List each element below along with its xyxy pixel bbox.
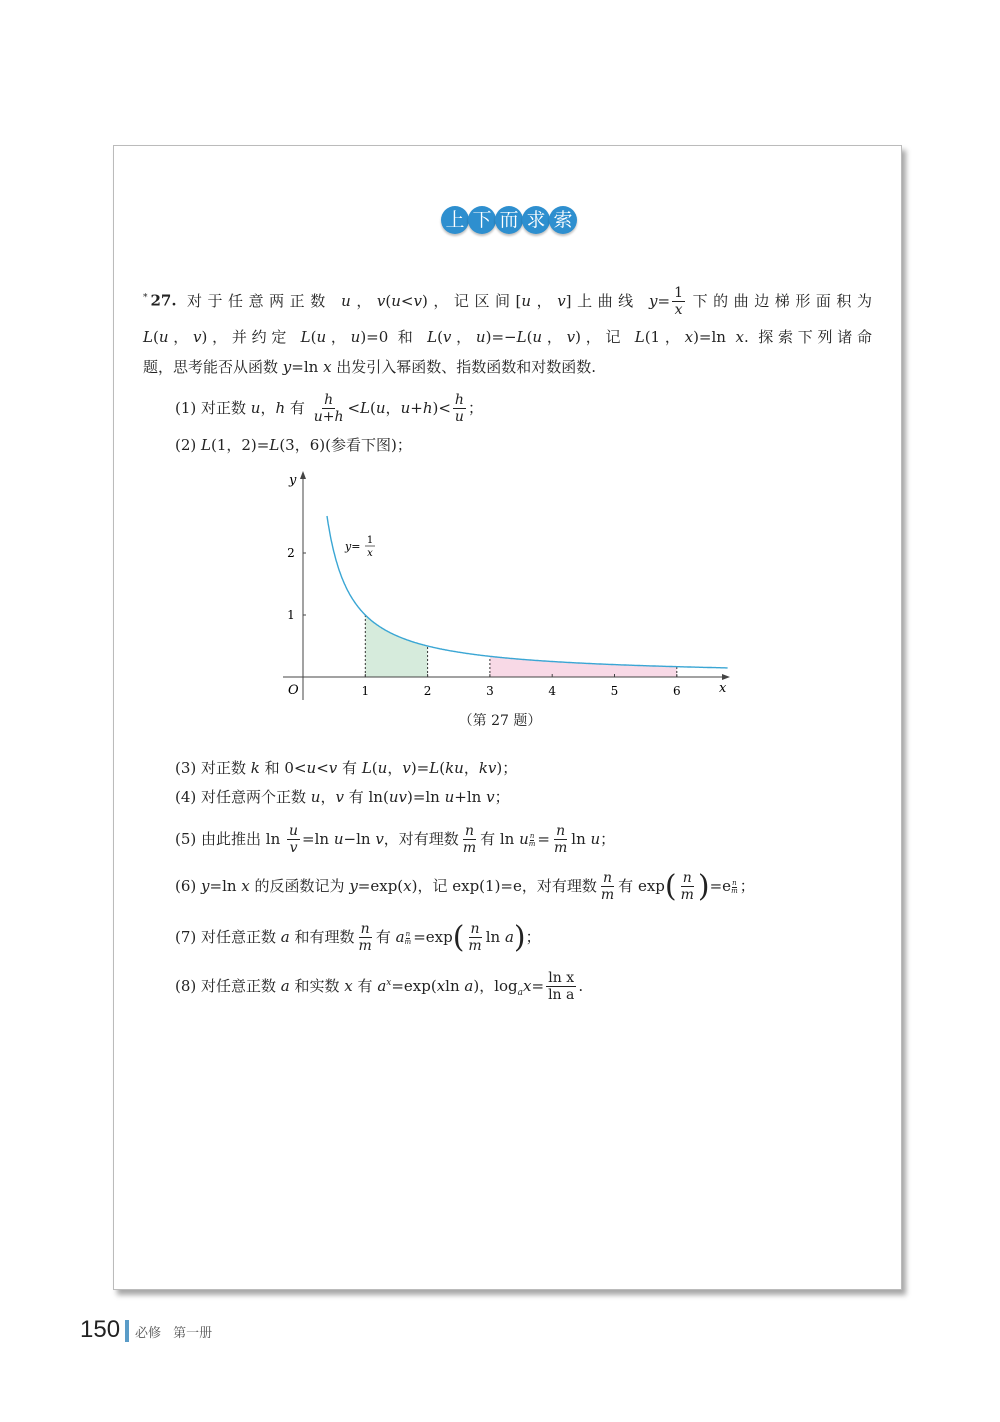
math-variable: u [350, 328, 361, 346]
text-run: ； [739, 876, 755, 895]
fraction [461, 824, 478, 855]
numerator: h [324, 392, 334, 408]
x-tick-label: 4 [548, 684, 557, 698]
banner-char: 而 [495, 206, 523, 234]
math-variable: u [400, 398, 411, 417]
text-run: )，记区间[ [421, 291, 522, 310]
x-axis-arrow-icon [722, 674, 730, 680]
math-variable: kv [478, 759, 497, 777]
numerator: n [529, 831, 535, 840]
denominator: m [358, 938, 372, 954]
text-run: ， [463, 759, 479, 777]
text-run: ， [451, 328, 476, 346]
text-run: )=ln [693, 328, 736, 346]
text-run: ， [320, 788, 336, 806]
math-variable: y [201, 876, 210, 895]
text-run: ln [485, 927, 505, 946]
text-run: =ln [291, 358, 324, 376]
fraction [287, 824, 300, 855]
math-variable: u [158, 328, 169, 346]
function-label-prefix: y= [345, 540, 361, 553]
item-4 [175, 786, 510, 808]
text-run: )= [410, 759, 430, 777]
math-variable: L [361, 759, 372, 777]
text-run: 有 [375, 927, 396, 946]
math-text [175, 970, 584, 1003]
fraction [466, 922, 483, 953]
math-variable: u [341, 291, 351, 310]
math-variable: a [464, 976, 474, 995]
text-run: = [531, 976, 545, 995]
text-run: 有 ln [480, 829, 520, 848]
text-run: < [316, 759, 329, 777]
text-run: (3) 对正数 [175, 759, 251, 777]
math-variable: u [316, 328, 327, 346]
item-5 [175, 824, 615, 855]
text-run: ， [385, 398, 401, 417]
text-run: (6) [175, 876, 202, 895]
text-run: 对于任意两正数 [186, 291, 342, 310]
math-variable: u [375, 398, 386, 417]
denominator: ln a [548, 987, 575, 1003]
text-run: ，对有理数 [383, 829, 459, 848]
text-run: )，log [473, 976, 518, 995]
text-run: 出发引入幂函数、指数函数和对数函数. [331, 358, 597, 376]
denominator: m [462, 840, 477, 856]
big-paren: ( [664, 868, 677, 904]
math-variable: x [684, 328, 694, 346]
math-variable: u [475, 328, 486, 346]
text-run: 和实数 [289, 976, 345, 995]
math-variable: L [269, 436, 280, 454]
x-tick-label: 1 [361, 684, 370, 698]
x-tick-label: 3 [486, 684, 494, 698]
text-run: ( [526, 328, 533, 346]
function-label-den: x [367, 548, 373, 559]
item-8 [175, 971, 583, 1004]
math-variable: h [275, 398, 286, 417]
numerator: n [470, 921, 480, 937]
math-variable: L [516, 328, 527, 346]
fraction [599, 871, 616, 902]
optional-star: * [143, 292, 148, 303]
text-run: (1， [644, 328, 685, 346]
big-paren: ( [452, 919, 465, 955]
fraction [546, 971, 576, 1002]
x-axis-label: x [719, 681, 727, 696]
fraction [679, 871, 696, 902]
x-tick-label: 6 [672, 684, 681, 698]
text-run: = [537, 829, 550, 848]
math-variable: ku [445, 759, 464, 777]
shaded-area [365, 615, 427, 677]
text-run: ， [326, 328, 351, 346]
math-variable: x [323, 358, 332, 376]
math-variable: y [349, 876, 358, 895]
math-variable: L [429, 759, 440, 777]
text-run: ( [371, 759, 378, 777]
numerator: 1 [674, 285, 684, 301]
text-run: . 探索下列诸命 [743, 328, 872, 346]
math-variable: x [523, 976, 532, 995]
numerator: n [682, 870, 692, 886]
math-variable: x [436, 976, 446, 995]
y-axis-arrow-icon [300, 471, 306, 479]
y-tick-label: 1 [287, 608, 295, 622]
text-run: ln [445, 976, 465, 995]
numerator: ln x [548, 970, 575, 986]
text-run: ( [385, 291, 392, 310]
math-variable: L [360, 398, 371, 417]
big-paren: ) [697, 868, 710, 904]
math-variable: L [201, 436, 211, 454]
math-variable: v [486, 788, 495, 806]
text-run: (3，6)(参看下图)； [279, 436, 412, 454]
numerator: n [556, 823, 566, 839]
item-3 [175, 757, 517, 779]
denominator: x [674, 302, 683, 318]
denominator: m [731, 886, 738, 895]
fraction [552, 824, 569, 855]
math-variable: v [566, 328, 576, 346]
math-variable: v [193, 328, 202, 346]
text-run: (7) 对任意正数 [175, 927, 281, 946]
math-variable: v [402, 759, 411, 777]
text-run: ]上曲线 [565, 291, 650, 310]
footer-divider [125, 1320, 129, 1342]
text-run: (8) 对任意正数 [175, 976, 281, 995]
text-run: )=− [485, 328, 517, 346]
math-variable: u [521, 291, 532, 310]
math-variable: a [280, 976, 290, 995]
math-variable: v [328, 759, 338, 777]
numerator: u [289, 823, 299, 839]
text-run: 和 0< [259, 759, 307, 777]
denominator: m [680, 887, 694, 903]
denominator: m [553, 840, 568, 856]
text-run: ； [525, 927, 541, 946]
math-variable: u [306, 759, 317, 777]
math-variable: a [280, 927, 290, 946]
banner-char: 下 [468, 206, 496, 234]
math-variable: k [250, 759, 260, 777]
math-variable: x [403, 876, 412, 895]
text-run: ， [531, 291, 558, 310]
numerator: n [603, 870, 613, 886]
text-run: ( [152, 328, 159, 346]
math-variable: v [335, 788, 344, 806]
text-run: (1，2)= [210, 436, 270, 454]
math-variable: u [444, 788, 455, 806]
math-variable: a [395, 927, 405, 946]
text-run: ， [387, 759, 403, 777]
origin-label: O [288, 683, 299, 698]
text-run: =exp [413, 927, 453, 946]
math-variable: x [344, 976, 353, 995]
math-variable: v [557, 291, 566, 310]
text-run: (4) 对任意两个正数 [175, 788, 311, 806]
text-run: =ln [209, 876, 242, 895]
big-paren: ) [513, 919, 526, 955]
denominator: m [404, 937, 412, 946]
text-run: ； [467, 398, 483, 417]
exponent: x [386, 977, 392, 988]
math-variable: x [735, 328, 744, 346]
denominator: m [468, 938, 482, 954]
text-run: 有 ln( [343, 788, 389, 806]
fraction-exponent [529, 833, 536, 848]
text-run: )，记 [575, 328, 635, 346]
math-text [175, 919, 541, 955]
text-run: ( [370, 398, 376, 417]
math-variable: u [532, 328, 543, 346]
text-run: = [657, 291, 671, 310]
text-run: 有 [337, 759, 362, 777]
text-run: ， [168, 328, 194, 346]
denominator: m [528, 839, 536, 848]
text-run: =exp( [391, 976, 437, 995]
text-run: )=ln [406, 788, 445, 806]
text-run: + [410, 398, 423, 417]
math-text [175, 868, 755, 904]
math-variable: v [375, 829, 384, 848]
math-variable: v [376, 291, 386, 310]
text-run: =ln [302, 829, 334, 848]
text-run: 的反函数记为 [249, 876, 350, 895]
denominator: u [454, 409, 464, 425]
text-run: (2) [175, 436, 202, 454]
math-variable: u [377, 759, 388, 777]
denominator: m [600, 887, 615, 903]
text-run: 有 exp [618, 876, 665, 895]
text-run: 下的曲边梯形面积为 [687, 291, 872, 310]
page-number: 150 [80, 1316, 121, 1343]
math-variable: L [427, 328, 438, 346]
math-variable: x [241, 876, 250, 895]
text-run: ( [439, 759, 446, 777]
text-run: 有 [285, 398, 310, 417]
text-run: )； [496, 759, 518, 777]
numerator: n [405, 929, 411, 938]
numerator: n [732, 878, 737, 887]
x-tick-label: 2 [423, 684, 432, 698]
math-text [175, 759, 517, 777]
text-run: )< [432, 398, 451, 417]
text-run: =e [709, 876, 732, 895]
text-run: ln [571, 829, 591, 848]
text-run: −ln [343, 829, 376, 848]
math-variable: a [377, 976, 387, 995]
banner-char: 上 [441, 206, 469, 234]
denominator: v [289, 840, 298, 856]
text-run: )，记 exp(1)=e，对有理数 [411, 876, 597, 895]
text-run: < [347, 398, 361, 417]
fraction-exponent [405, 931, 412, 946]
text-run: (1) 对正数 [175, 398, 251, 417]
text-run: 题，思考能否从函数 [143, 358, 283, 376]
math-variable: u [519, 829, 529, 848]
math-variable: u [391, 291, 401, 310]
item-7 [175, 919, 541, 955]
text-run: 有 [352, 976, 378, 995]
numerator: h [454, 392, 464, 408]
function-label-num: 1 [366, 535, 374, 546]
text-run: ， [350, 291, 377, 310]
banner-char: 索 [549, 206, 577, 234]
denominator: u+h [313, 409, 344, 425]
math-variable: u [590, 829, 601, 848]
text-run: ； [600, 829, 616, 848]
math-variable: h [422, 398, 433, 417]
figure-graph [0, 0, 1000, 710]
math-variable: y [649, 291, 658, 310]
text-run: ， [542, 328, 567, 346]
x-tick-label: 5 [610, 684, 619, 698]
math-text [175, 823, 616, 856]
text-run: . [578, 976, 584, 995]
text-run: 和有理数 [289, 927, 355, 946]
numerator: n [360, 921, 370, 937]
banner-char: 求 [522, 206, 550, 234]
math-variable: y [282, 358, 292, 376]
math-variable: L [143, 328, 153, 346]
math-variable: u [333, 829, 344, 848]
figure-caption: （第 27 题） [458, 713, 542, 729]
numerator: n [464, 823, 474, 839]
math-variable: u [250, 398, 261, 417]
text-run: ( [437, 328, 443, 346]
math-variable: v [413, 291, 422, 310]
text-run: =exp( [357, 876, 404, 895]
item-6 [175, 868, 755, 904]
math-variable: L [300, 328, 311, 346]
y-axis-label: y [289, 473, 297, 488]
fraction [357, 922, 374, 953]
math-variable: u [310, 788, 321, 806]
book-title: 必修 第一册 [135, 1326, 213, 1341]
problem-number: 27. [150, 291, 177, 310]
text-run: )=0 和 [360, 328, 428, 346]
text-run: < [400, 291, 414, 310]
y-tick-label: 2 [287, 546, 295, 560]
math-variable: L [634, 328, 645, 346]
math-variable: uv [388, 788, 407, 806]
text-run: ， [260, 398, 276, 417]
text-run: )，并约定 [201, 328, 301, 346]
fraction-exponent [731, 880, 738, 895]
text-run: ( [310, 328, 317, 346]
text-run: +ln [454, 788, 487, 806]
subscript: a [517, 987, 524, 998]
text-run: (5) 由此推出 ln [175, 829, 286, 848]
math-text [175, 788, 510, 806]
math-variable: a [504, 927, 514, 946]
text-run: ； [494, 788, 510, 806]
math-variable: v [442, 328, 452, 346]
